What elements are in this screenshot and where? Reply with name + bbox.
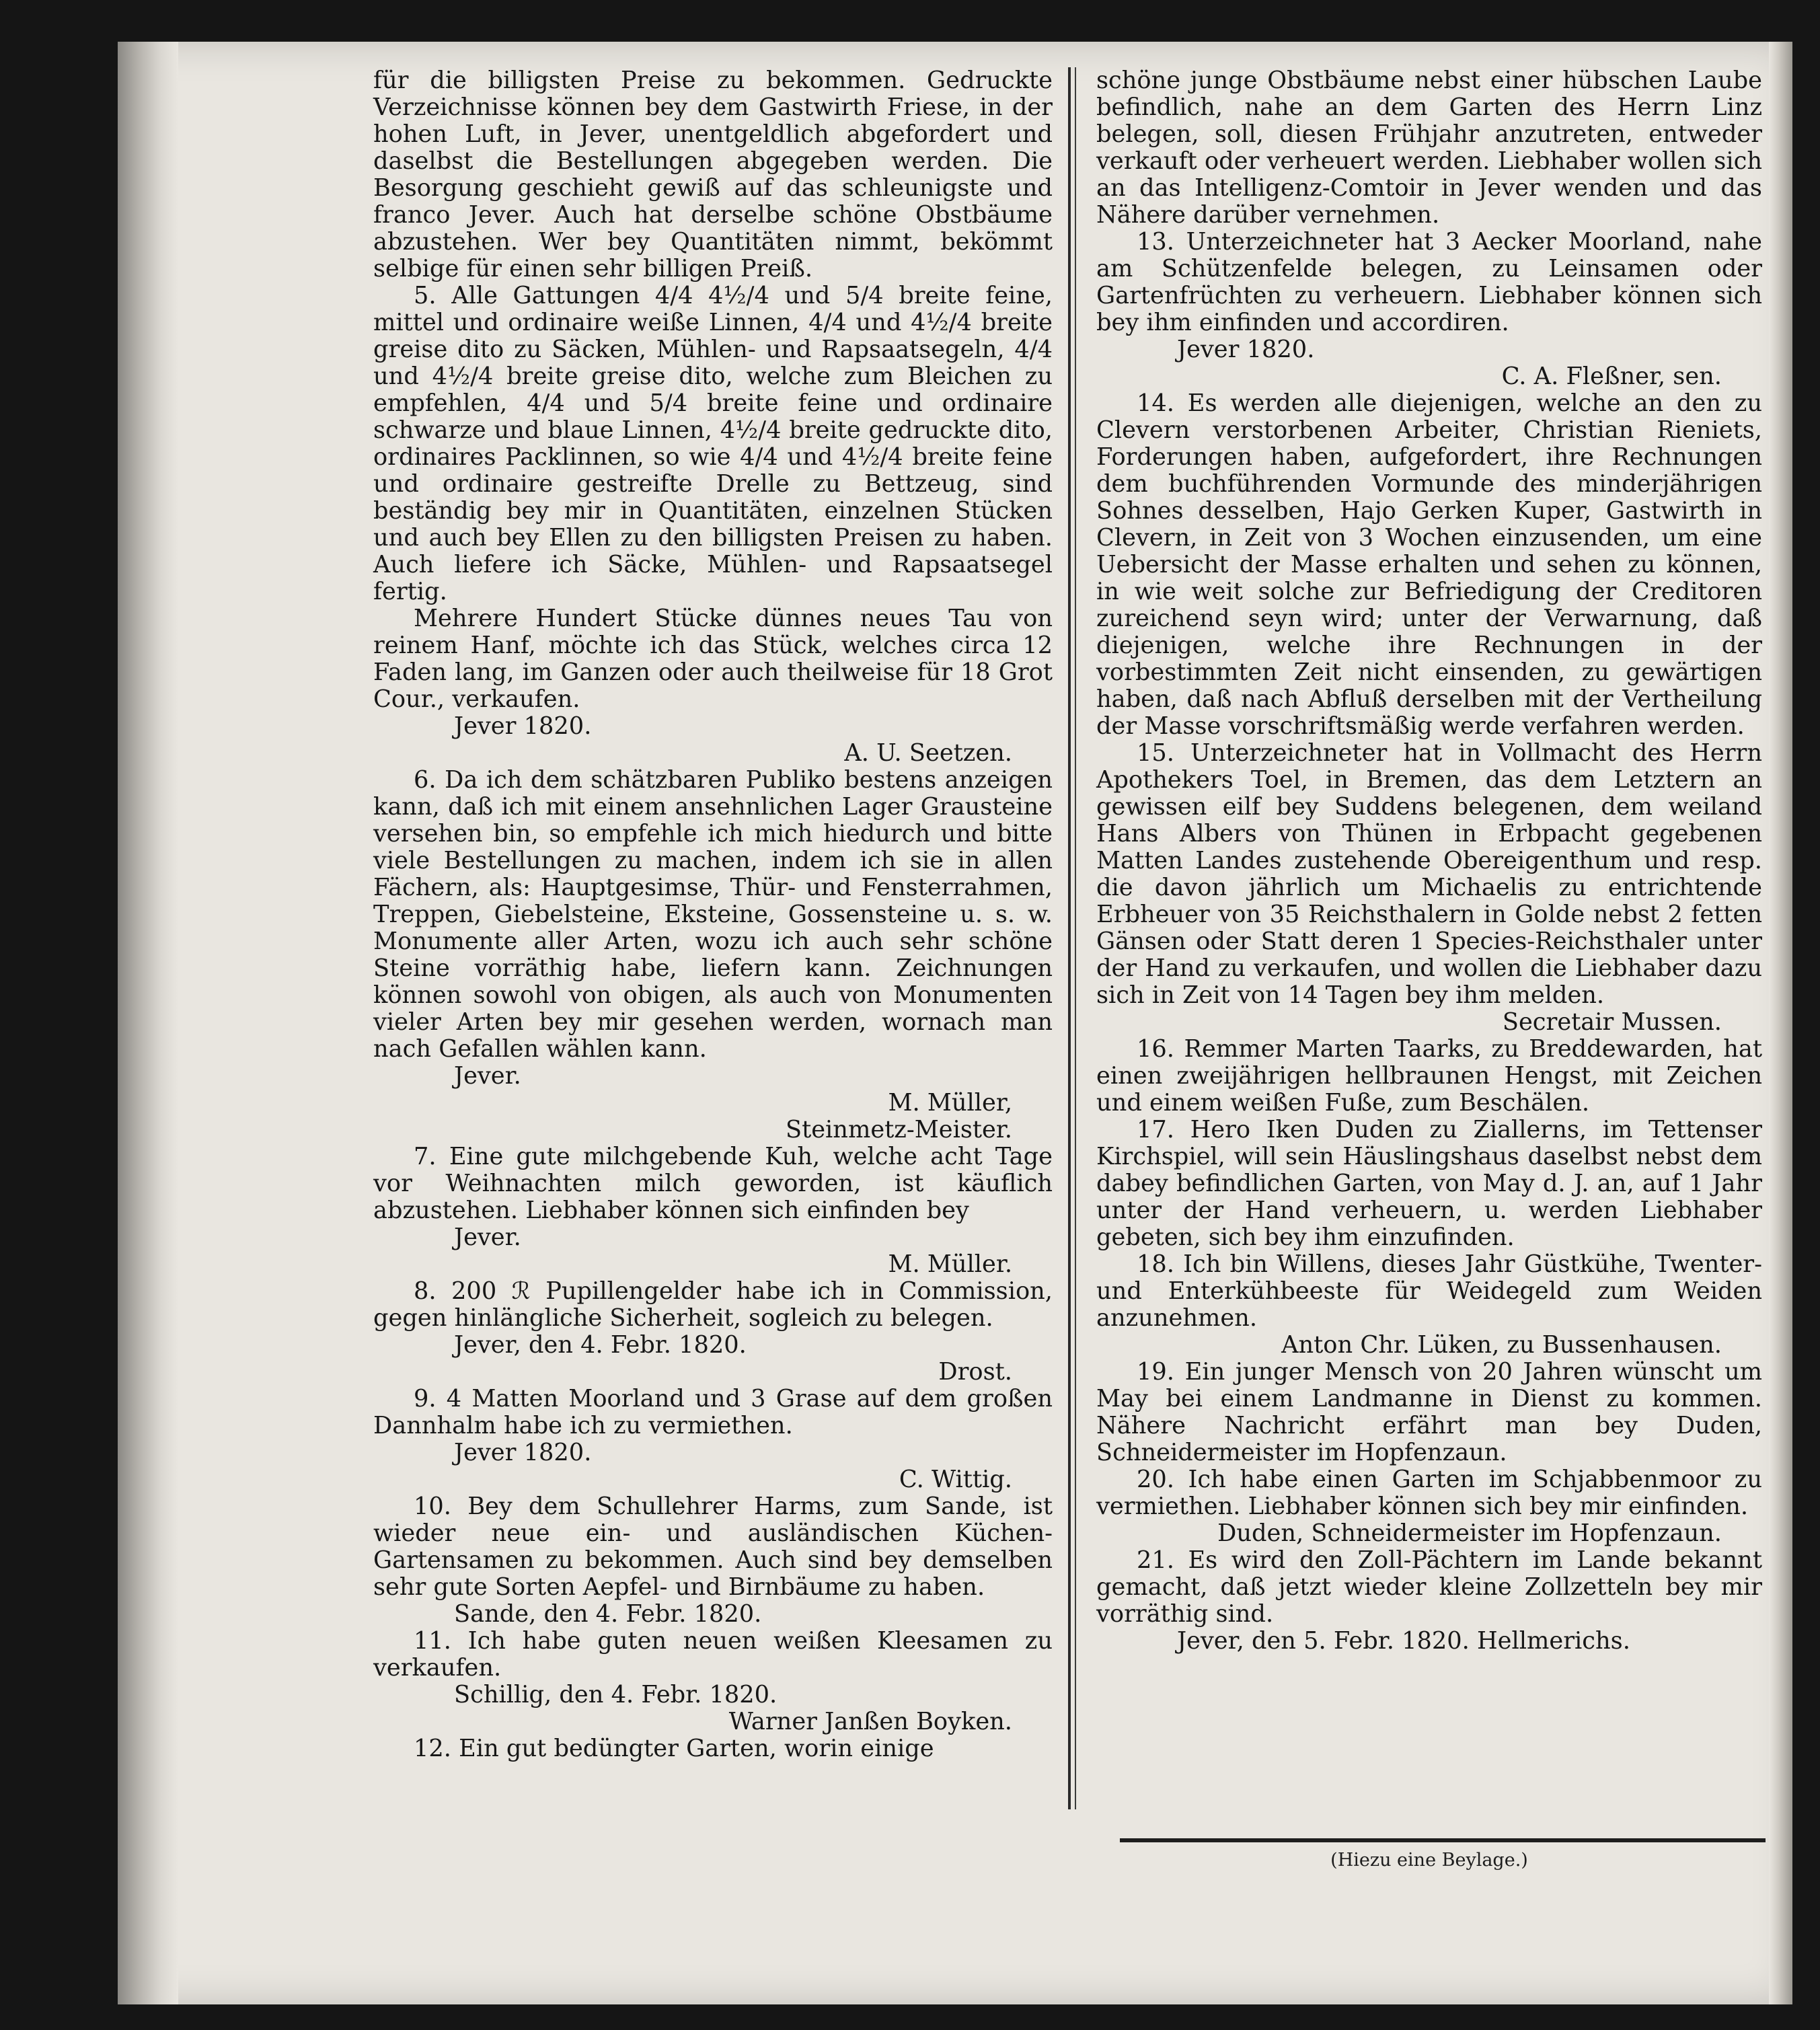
ad-5-text: 5. Alle Gattungen 4/4 4½/4 und 5/4 breite feine, mittel und ordinaire weiße Linnen, 4/4 und 4½/4 breite greise dito zu Säcken, Mühlen- und Rapsaatsegeln, 4/4 und 4½/4 breite greise dito, welche zum Bleichen zu empfehlen, 4/4 und 5/4 breite feine und ordinaire schwarze und blaue Linnen, 4½/4 breite gedruckte dito, ordinaires Packlinnen, so wie 4/4 und 4½/4 breite feine und ordinaire gestreifte Drelle zu Bettzeug, sind beständig bey mir in Quantitäten, einzelnen Stücken und auch bey Ellen zu den billigsten Preisen zu haben. Auch liefere ich Säcke, Mühlen- und Rapsaatsegel fertig. <box>373 282 1053 605</box>
ad-21-text: 21. Es wird den Zoll-Pächtern im Lande bekannt gemacht, daß jetzt wieder kleine Zollzetteln bey mir vorräthig sind. <box>1096 1546 1762 1628</box>
column-divider <box>1068 67 1071 1809</box>
ad-18-text: 18. Ich bin Willens, dieses Jahr Güstkühe, Twenter- und Enterkühbeeste für Weidegeld zum Weiden anzunehmen. <box>1096 1250 1762 1332</box>
ad-13-text: 13. Unterzeichneter hat 3 Aecker Moorland, nahe am Schützenfelde belegen, zu Leinsamen oder Gartenfrüchten zu verheuern. Liebhaber können sich bey ihm einfinden und accordiren. <box>1096 228 1762 336</box>
ad-13-signature: C. A. Fleßner, sen. <box>1501 363 1722 390</box>
supplement-note: (Hiezu eine Beylage.) <box>1330 1850 1528 1871</box>
ad-17-text: 17. Hero Iken Duden zu Ziallerns, im Tettenser Kirchspiel, will sein Häuslingshaus daselbst nebst dem dabey befindlichen Garten, von May d. J. an, auf 1 Jahr unter der Hand verheuern, u. werden Liebhaber gebeten, sich bey ihm einzufinden. <box>1096 1116 1762 1251</box>
ad-7-text: 7. Eine gute milchgebende Kuh, welche acht Tage vor Weihnachten milch geworden, ist käuflich abzustehen. Liebhaber können sich einfinden bey <box>373 1143 1053 1224</box>
ad-9-text: 9. 4 Matten Moorland und 3 Grase auf dem großen Dannhalm habe ich zu vermiethen. <box>373 1385 1053 1439</box>
ad-8-text: 8. 200 ℛ Pupillengelder habe ich in Commission, gegen hinlängliche Sicherheit, sogleich zu belegen. <box>373 1277 1053 1332</box>
ad-6-signature-title: Steinmetz-Meister. <box>785 1116 1012 1143</box>
ad-9-place: Jever 1820. <box>454 1439 592 1466</box>
ad-13-place: Jever 1820. <box>1177 336 1315 363</box>
page-right-edge <box>1769 42 1792 2004</box>
ad-21-place-signature: Jever, den 5. Febr. 1820. Hellmerichs. <box>1177 1627 1630 1655</box>
end-rule <box>1120 1838 1766 1842</box>
ad-16-text: 16. Remmer Marten Taarks, zu Breddewarden, hat einen zweijährigen hellbraunen Hengst, mit Zeichen und einem weißen Fuße, zum Beschälen. <box>1096 1035 1762 1117</box>
ad-5-place: Jever 1820. <box>454 712 592 740</box>
ad-11-text: 11. Ich habe guten neuen weißen Kleesamen zu verkaufen. <box>373 1627 1053 1682</box>
column-divider-inner <box>1075 67 1076 1809</box>
ad-10-place: Sande, den 4. Febr. 1820. <box>454 1600 762 1628</box>
ad-10-text: 10. Bey dem Schullehrer Harms, zum Sande, ist wieder neue ein- und ausländischen Küchen-Gartensamen zu bekommen. Auch sind bey demselben sehr gute Sorten Aepfel- und Birnbäume zu haben. <box>373 1493 1053 1601</box>
ad-15-signature: Secretair Mussen. <box>1502 1008 1722 1036</box>
ad-7-signature: M. Müller. <box>888 1250 1012 1278</box>
ad-15-text: 15. Unterzeichneter hat in Vollmacht des Herrn Apothekers Toel, in Bremen, das dem Letztern an gewissen eilf bey Suddens belegenen, dem weiland Hans Albers von Thünen in Erbpacht gegebenen Matten Landes zustehende Obereigenthum und resp. die davon jährlich um Michaelis zu entrichtende Erbheuer von 35 Reichsthalern in Golde nebst 2 fetten Gänsen oder Statt deren 1 Species-Reichsthaler unter der Hand zu verkaufen, und wollen die Liebhaber dazu sich in Zeit von 14 Tagen bey ihm melden. <box>1096 739 1762 1009</box>
ad-5-signature: A. U. Seetzen. <box>844 739 1012 767</box>
ad-12-text: 12. Ein gut bedüngter Garten, worin einige <box>414 1735 934 1762</box>
ad-12-continued: schöne junge Obstbäume nebst einer hübschen Laube befindlich, nahe an dem Garten des Herrn Linz belegen, soll, diesen Frühjahr anzutreten, entweder verkauft oder verheuert werden. Liebhaber wollen sich an das Intelligenz-Comtoir in Jever wenden und das Nähere darüber vernehmen. <box>1096 67 1762 229</box>
ad-14-text: 14. Es werden alle diejenigen, welche an den zu Clevern verstorbenen Arbeiter, Christian Rieniets, Forderungen haben, aufgefordert, ihre Rechnungen dem buchführenden Vormunde des minderjährigen Sohnes desselben, Hajo Gerken Kuper, Gastwirth in Clevern, in Zeit von 3 Wochen einzusenden, um eine Uebersicht der Masse erhalten und sehen zu können, in wie weit solche zur Befriedigung der Creditoren zureichend seyn wird; unter der Verwarnung, daß diejenigen, welche ihre Rechnungen in der vorbestimmten Zeit nicht einsenden, zu gewärtigen haben, daß nach Abfluß derselben mit der Vertheilung der Masse vorschriftsmäßig werde verfahren werden. <box>1096 389 1762 740</box>
ad-18-signature: Anton Chr. Lüken, zu Bussenhausen. <box>1281 1331 1722 1359</box>
ad-20-signature: Duden, Schneidermeister im Hopfenzaun. <box>1217 1519 1722 1547</box>
ad-20-text: 20. Ich habe einen Garten im Schjabbenmoor zu vermiethen. Liebhaber können sich bey mir einfinden. <box>1096 1466 1762 1520</box>
ad-6-place: Jever. <box>454 1062 521 1090</box>
ad-6-signature-name: M. Müller, <box>888 1089 1012 1117</box>
ad-19-text: 19. Ein junger Mensch von 20 Jahren wünscht um May bei einem Landmanne in Dienst zu kommen. Nähere Nachricht erfährt man bey Duden, Schneidermeister im Hopfenzaun. <box>1096 1358 1762 1466</box>
ad-6-text: 6. Da ich dem schätzbaren Publiko bestens anzeigen kann, daß ich mit einem ansehnlichen Lager Grausteine versehen bin, so empfehle ich mich hiedurch und bitte viele Bestellungen zu machen, indem ich sie in allen Fächern, als: Hauptgesimse, Thür- und Fensterrahmen, Treppen, Giebelsteine, Eksteine, Gossensteine u. s. w. Monumente aller Arten, wozu ich auch sehr schöne Steine vorräthig habe, liefern kann. Zeichnungen können sowohl von obigen, als auch von Monumenten vieler Arten bey mir gesehen werden, wornach man nach Gefallen wählen kann. <box>373 766 1053 1063</box>
ad-9-signature: C. Wittig. <box>899 1466 1012 1493</box>
ad-5-tau-text: Mehrere Hundert Stücke dünnes neues Tau von reinem Hanf, möchte ich das Stück, welches circa 12 Faden lang, im Ganzen oder auch theilweise für 18 Grot Cour., verkaufen. <box>373 605 1053 713</box>
left-column <box>373 67 1053 1762</box>
ad-7-place: Jever. <box>454 1224 521 1251</box>
right-column <box>1096 67 1762 1655</box>
ad-11-place: Schillig, den 4. Febr. 1820. <box>454 1681 778 1708</box>
ad-4-continued: für die billigsten Preise zu bekommen. Gedruckte Verzeichnisse können bey dem Gastwirth Friese, in der hohen Luft, in Jever, unentgeldlich abgefordert und daselbst die Bestellungen abgegeben werden. Die Besorgung geschieht gewiß auf das schleunigste und franco Jever. Auch hat derselbe schöne Obstbäume abzustehen. Wer bey Quantitäten nimmt, bekömmt selbige für einen sehr billigen Preiß. <box>373 67 1053 283</box>
ad-11-signature: Warner Janßen Boyken. <box>728 1708 1012 1735</box>
page-spine-shadow <box>118 42 178 2004</box>
ad-8-place: Jever, den 4. Febr. 1820. <box>454 1331 747 1359</box>
ad-8-signature: Drost. <box>938 1358 1012 1386</box>
